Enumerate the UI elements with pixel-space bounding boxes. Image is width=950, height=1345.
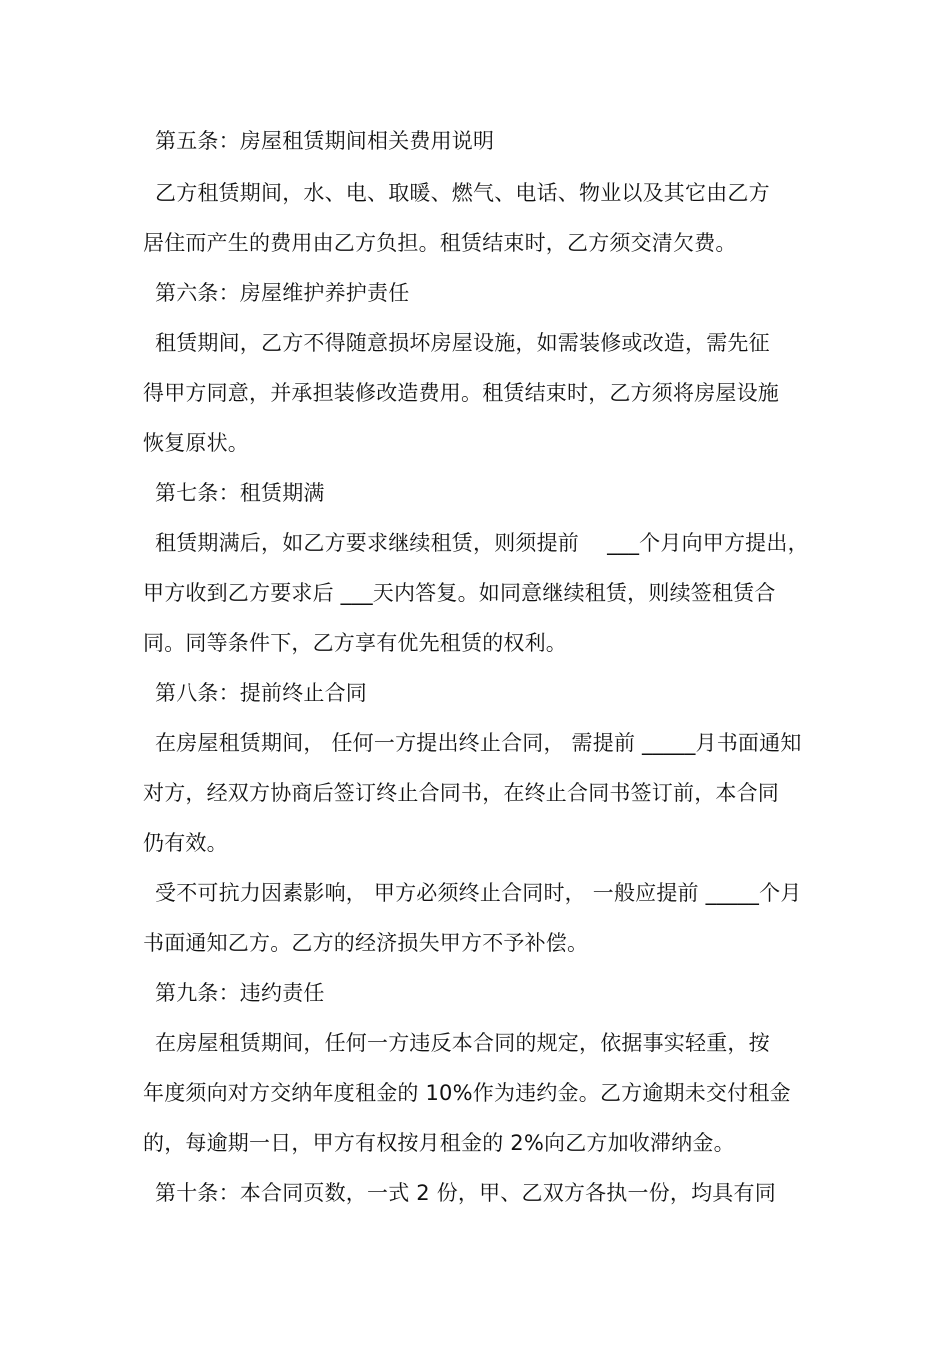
article-7-heading: 第七条：租赁期满	[155, 481, 325, 505]
article-10-heading: 第十条：本合同页数，一式 2 份，甲、乙双方各执一份，均具有同	[155, 1181, 776, 1205]
article-6-heading: 第六条：房屋维护养护责任	[155, 281, 410, 305]
article-6-paragraph-line: 得甲方同意，并承担装修改造费用。租赁结束时，乙方须将房屋设施	[143, 381, 779, 405]
article-9-paragraph-line: 的，每逾期一日，甲方有权按月租金的 2%向乙方加收滞纳金。	[143, 1131, 735, 1155]
article-8-heading: 第八条：提前终止合同	[155, 681, 367, 705]
article-9-paragraph-line: 在房屋租赁期间，任何一方违反本合同的规定，依据事实轻重，按	[155, 1031, 770, 1055]
article-7-paragraph-line: 同。同等条件下，乙方享有优先租赁的权利。	[143, 631, 567, 655]
article-8-paragraph-line: 书面通知乙方。乙方的经济损失甲方不予补偿。	[143, 931, 589, 955]
article-6-paragraph-line: 租赁期间，乙方不得随意损坏房屋设施，如需装修或改造，需先征	[155, 331, 770, 355]
article-6-paragraph-line: 恢复原状。	[143, 431, 249, 455]
article-8-paragraph-line: 仍有效。	[143, 831, 228, 855]
article-5-paragraph-line: 乙方租赁期间，水、电、取暖、燃气、电话、物业以及其它由乙方	[155, 181, 770, 205]
article-8-paragraph-line: 对方，经双方协商后签订终止合同书，在终止合同书签订前，本合同	[143, 781, 779, 805]
article-5-heading: 第五条：房屋租赁期间相关费用说明	[155, 129, 495, 153]
article-7-paragraph-line: 甲方收到乙方要求后 ___天内答复。如同意继续租赁，则续签租赁合	[143, 581, 776, 605]
article-9-paragraph-line: 年度须向对方交纳年度租金的 10%作为违约金。乙方逾期未交付租金	[143, 1081, 791, 1105]
article-8-paragraph-line: 受不可抗力因素影响， 甲方必须终止合同时， 一般应提前 _____个月	[155, 881, 802, 905]
article-8-paragraph-line: 在房屋租赁期间， 任何一方提出终止合同， 需提前 _____月书面通知	[155, 731, 802, 755]
article-5-paragraph-line: 居住而产生的费用由乙方负担。租赁结束时，乙方须交清欠费。	[143, 231, 737, 255]
article-7-paragraph-line: 租赁期满后，如乙方要求继续租赁，则须提前 ___个月向甲方提出，	[155, 531, 809, 555]
article-9-heading: 第九条：违约责任	[155, 981, 325, 1005]
